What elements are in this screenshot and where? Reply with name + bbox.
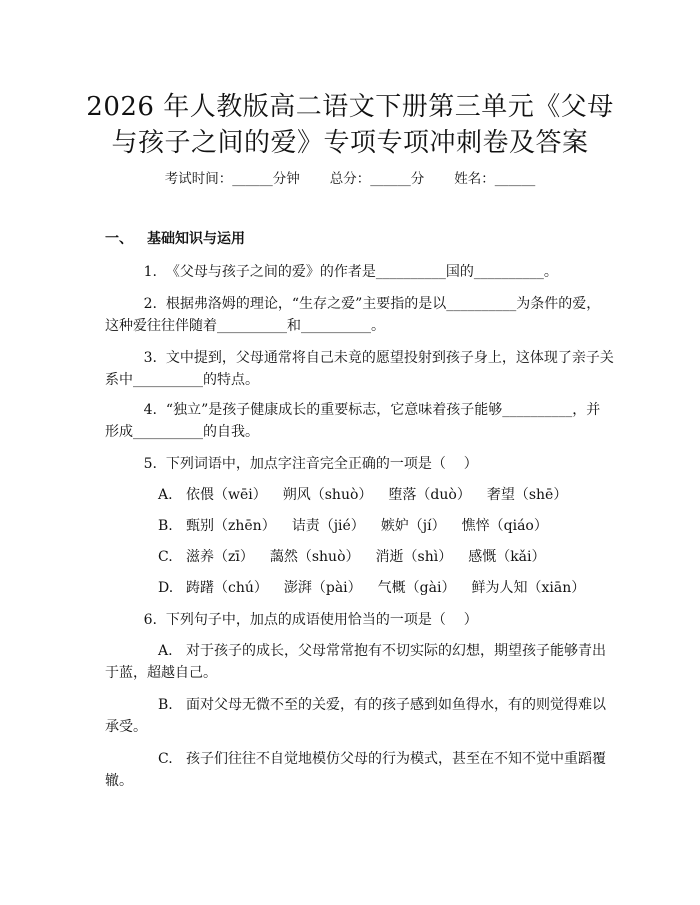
question-2-continued: 这种爱往往伴随着__________和__________。 [105,318,385,334]
exam-score-field: 总分：______分 [329,171,425,187]
question-5 [105,454,600,474]
option-word: 踌躇（chú） [186,580,268,596]
option-text: 孩子们往往不自觉地模仿父母的行为模式，甚至在不知不觉中重蹈覆 [186,751,606,767]
exam-title-line-2: 与孩子之间的爱》专项专项冲刺卷及答案 [111,128,589,158]
question-5-option-b [158,516,564,536]
question-6-option-a [158,641,606,661]
question-number: 3. [143,350,157,366]
question-number: 4. [143,402,157,418]
option-label: A. [158,487,173,503]
question-6-option-a-continued: 于蓝，超越自己。 [105,665,217,681]
section-title: 基础知识与运用 [147,231,245,247]
exam-title-line-1: 2026 年人教版高二语文下册第三单元《父母 [86,92,614,122]
option-word: 朔风（shuò） [282,487,373,503]
option-word: 甄别（zhēn） [186,518,276,534]
option-label: B. [158,518,173,534]
question-text: “独立”是孩子健康成长的重要标志，它意味着孩子能够__________，并 [165,402,601,418]
option-word: 憔悴（qiáo） [461,518,548,534]
option-word: 气概（gài） [377,580,456,596]
question-3 [105,348,614,368]
option-label: A. [158,643,173,659]
question-text: 下列句子中，加点的成语使用恰当的一项是（ ） [165,612,478,628]
exam-meta [0,170,700,188]
option-word: 诘责（jié） [291,518,365,534]
question-number: 5. [143,456,157,472]
question-6 [105,610,600,630]
option-word: 鲜为人知（xiān） [471,580,586,596]
question-2 [105,294,600,314]
option-word: 藹然（shuò） [269,549,360,565]
question-6-option-b [158,695,606,715]
option-text: 对于孩子的成长，父母常常抱有不切实际的幻想，期望孩子能够青出 [186,643,606,659]
option-word: 消逝（shì） [375,549,453,565]
option-word: 嫉妒（jí） [380,518,446,534]
option-label: B. [158,697,173,713]
section-heading [105,229,245,249]
option-word: 依偎（wēi） [186,487,267,503]
question-6-option-c [158,749,606,769]
question-number: 2. [143,296,157,312]
question-5-option-a [158,485,583,505]
section-number: 一、 [105,231,133,247]
option-word: 堕落（duò） [388,487,471,503]
question-1 [105,262,600,282]
option-word: 滋养（zī） [186,549,254,565]
question-4 [105,400,600,420]
question-text: 《父母与孩子之间的爱》的作者是__________国的__________。 [165,264,558,280]
question-6-option-c-continued: 辙。 [105,773,133,789]
question-text: 文中提到，父母通常将自己未竟的愿望投射到孩子身上，这体现了亲子关 [165,350,614,366]
exam-name-field: 姓名：______ [454,171,536,187]
question-3-continued: 系中__________的特点。 [105,372,259,388]
option-word: 澎湃（pài） [283,580,362,596]
question-number: 6. [143,612,157,628]
option-text: 面对父母无微不至的关爱，有的孩子感到如鱼得水，有的则觉得难以 [186,697,606,713]
option-word: 奢望（shē） [486,487,568,503]
option-word: 感慨（kǎi） [468,549,546,565]
question-6-option-b-continued: 承受。 [105,719,147,735]
question-5-option-c [158,547,562,567]
question-5-option-d [158,578,601,598]
question-text: 根据弗洛姆的理论，“生存之爱”主要指的是以__________为条件的爱， [165,296,601,312]
option-label: C. [158,549,173,565]
exam-time-field: 考试时间：______分钟 [164,171,300,187]
question-text: 下列词语中，加点字注音完全正确的一项是（ ） [165,456,478,472]
option-label: D. [158,580,174,596]
question-number: 1. [143,264,157,280]
question-4-continued: 形成__________的自我。 [105,424,259,440]
option-label: C. [158,751,173,767]
